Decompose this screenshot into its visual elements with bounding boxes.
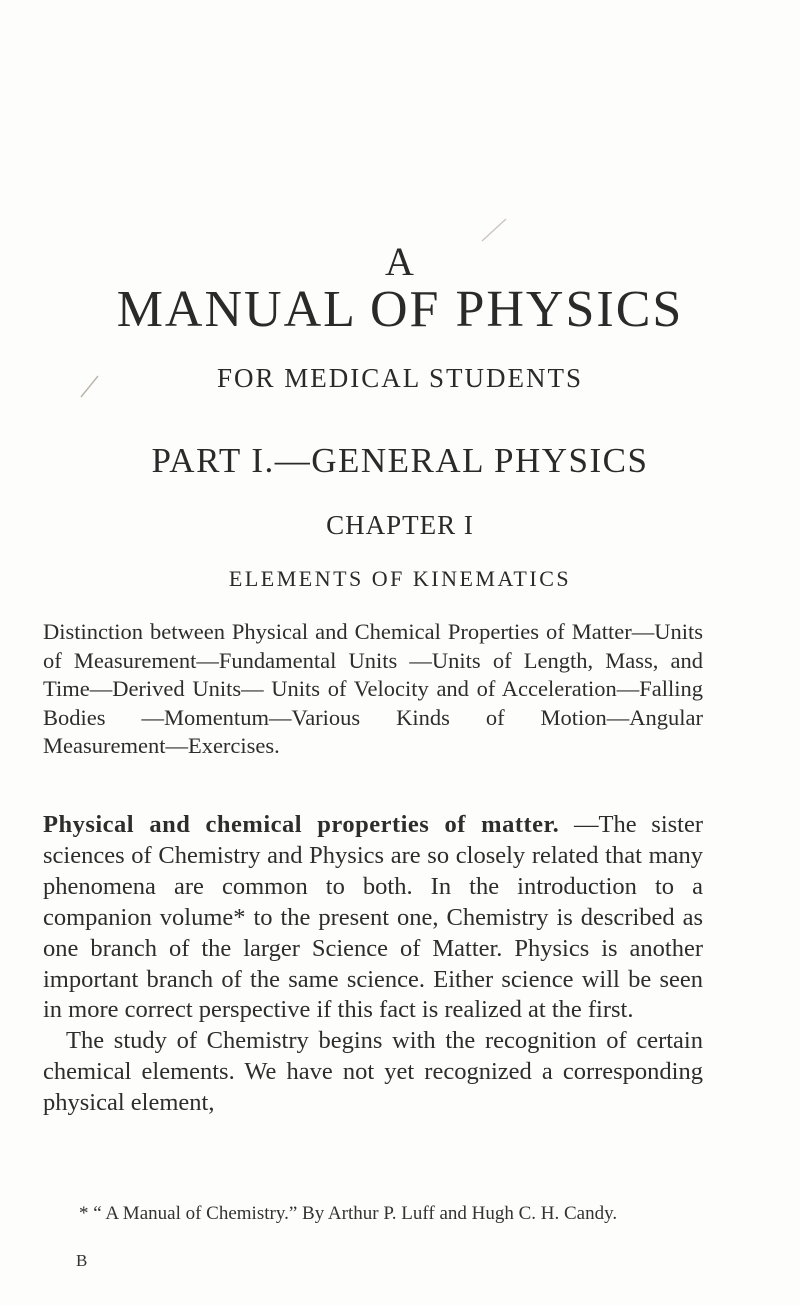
footnote-text: * “ A Manual of Chemistry.” By Arthur P. Luff and Hugh C. H. Candy. (79, 1203, 618, 1224)
book-subtitle: FOR MEDICAL STUDENTS (216, 363, 584, 393)
body-text (43, 810, 703, 1119)
part-heading: PART I.—GENERAL PHYSICS (151, 441, 649, 480)
section-heading: Physical and chemical properties of matter. (43, 811, 560, 838)
chapter-summary: Distinction between Physical and Chemical Properties of Matter—Units of Measurement—Fundamental Units —Units of Length, Mass, and Time—Derived Units— Units of Velocity and of Acceleration—Falling Bodies —Momentum—Various Kinds of Motion—Angular Measurement—Exercises. (43, 619, 703, 758)
paragraph-1 (43, 810, 703, 1026)
chapter-title: ELEMENTS OF KINEMATICS (228, 566, 572, 591)
book-title: MANUAL OF PHYSICS (116, 281, 684, 338)
signature-mark: B (76, 1251, 88, 1270)
paragraph-1-text: —The sister sciences of Chemistry and Physics are so closely related that many phenomena are common to both. In the introduction to a companion volume* to the present one, Chemistry is described as one branch of the larger Science of Matter. Physics is another important branch of the same science. Either science will be seen in more correct perspective if this fact is realized at the first. (43, 811, 704, 1024)
paragraph-2: The study of Chemistry begins with the recognition of certain chemical elements. We have not yet recognized a corresponding physical element, (43, 1027, 703, 1117)
chapter-label: CHAPTER I (326, 510, 474, 540)
footnote (43, 1201, 703, 1226)
title-article: A (385, 239, 415, 284)
